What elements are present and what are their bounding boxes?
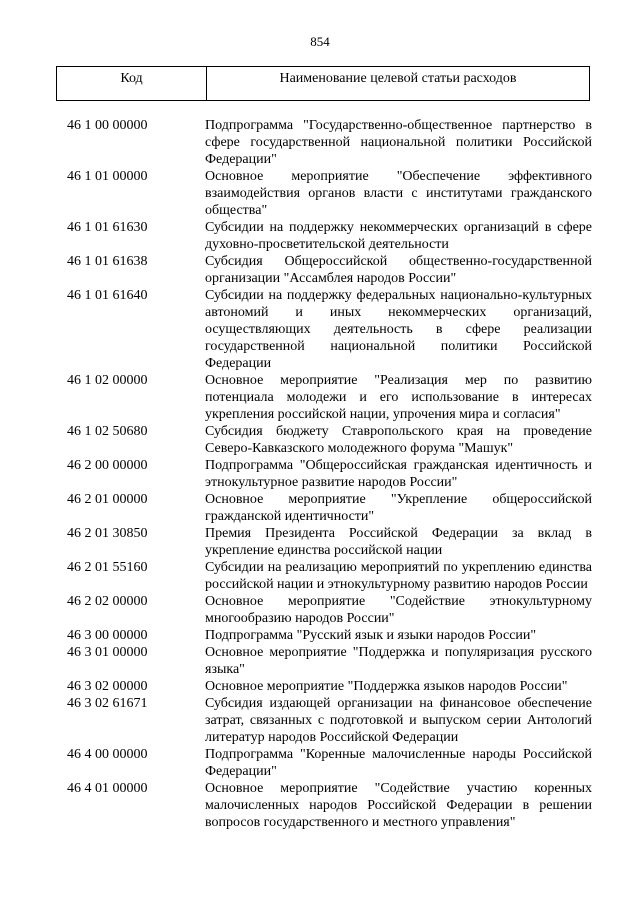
row-code: 46 2 00 00000 [67, 458, 148, 473]
row-name: Подпрограмма "Государственно-общественное партнерство в сфере государственной национальной политики Российской Федерации" [205, 118, 592, 167]
table-row [0, 780, 640, 831]
row-code: 46 1 01 61630 [67, 220, 148, 235]
row-code: 46 4 00 00000 [67, 747, 148, 762]
table-row [0, 457, 640, 491]
table-row [0, 746, 640, 780]
row-code: 46 2 01 30850 [67, 526, 148, 541]
row-code: 46 4 01 00000 [67, 781, 148, 796]
row-name: Основное мероприятие "Поддержка и популяризация русского языка" [205, 645, 592, 677]
row-name: Субсидии на поддержку федеральных национально-культурных автономий и иных некоммерческих организаций, осуществляющих деятельность в сфере реализации государственной национальной политики Российской Федерации [205, 288, 592, 371]
row-code: 46 3 01 00000 [67, 645, 148, 660]
row-code: 46 2 01 55160 [67, 560, 148, 575]
table-body [0, 117, 640, 831]
row-code: 46 2 02 00000 [67, 594, 148, 609]
row-name: Подпрограмма "Русский язык и языки народов России" [205, 628, 537, 643]
page-number: 854 [310, 34, 330, 49]
row-code: 46 1 02 50680 [67, 424, 148, 439]
row-code: 46 3 00 00000 [67, 628, 148, 643]
row-name: Основное мероприятие "Содействие этнокультурному многообразию народов России" [205, 594, 592, 626]
row-name: Основное мероприятие "Обеспечение эффективного взаимодействия органов власти с институтами гражданского общества" [205, 169, 592, 218]
row-code: 46 3 02 61671 [67, 696, 148, 711]
row-code: 46 1 02 00000 [67, 373, 148, 388]
row-name: Субсидии на реализацию мероприятий по укреплению единства российской нации и этнокультурному развитию народов России [205, 560, 592, 592]
table-row [0, 627, 640, 644]
row-code: 46 3 02 00000 [67, 679, 148, 694]
table-row [0, 219, 640, 253]
row-code: 46 1 01 61640 [67, 288, 148, 303]
row-name: Субсидии на поддержку некоммерческих организаций в сфере духовно-просветительской деятельности [205, 220, 592, 252]
table-row [0, 525, 640, 559]
row-name: Субсидия Общероссийской общественно-государственной организации "Ассамблея народов России" [205, 254, 592, 286]
table-row [0, 168, 640, 219]
row-code: 46 1 01 00000 [67, 169, 148, 184]
row-name: Премия Президента Российской Федерации за вклад в укрепление единства российской нации [205, 526, 592, 558]
row-name: Субсидия бюджету Ставропольского края на проведение Северо-Кавказского молодежного форума "Машук" [205, 424, 592, 456]
table-row [0, 593, 640, 627]
row-code: 46 1 01 61638 [67, 254, 148, 269]
row-name: Основное мероприятие "Содействие участию коренных малочисленных народов Российской Федерации в решении вопросов государственного и местного управления" [205, 781, 592, 830]
row-code: 46 1 00 00000 [67, 118, 148, 133]
table-row [0, 491, 640, 525]
table-row [0, 644, 640, 678]
row-code: 46 2 01 00000 [67, 492, 148, 507]
table-row [0, 287, 640, 372]
header-code: Код [57, 67, 207, 100]
table-row [0, 559, 640, 593]
table-row [0, 117, 640, 168]
table-header [56, 66, 590, 101]
table-row [0, 695, 640, 746]
header-name: Наименование целевой статьи расходов [279, 71, 517, 86]
row-name: Основное мероприятие "Реализация мер по развитию потенциала молодежи и его использование в интересах укрепления российской нации, упрочения мира и согласия" [205, 373, 592, 422]
table-row [0, 372, 640, 423]
row-name: Основное мероприятие "Укрепление общероссийской гражданской идентичности" [205, 492, 592, 524]
table-row [0, 253, 640, 287]
row-name: Основное мероприятие "Поддержка языков народов России" [205, 679, 568, 694]
row-name: Подпрограмма "Коренные малочисленные народы Российской Федерации" [205, 747, 592, 779]
row-name: Подпрограмма "Общероссийская гражданская идентичность и этнокультурное развитие народов России" [205, 458, 592, 490]
table-row [0, 423, 640, 457]
row-name: Субсидия издающей организации на финансовое обеспечение затрат, связанных с подготовкой и выпуском серии Антологий литератур народов Российской Федерации [205, 696, 592, 745]
table-row [0, 678, 640, 695]
